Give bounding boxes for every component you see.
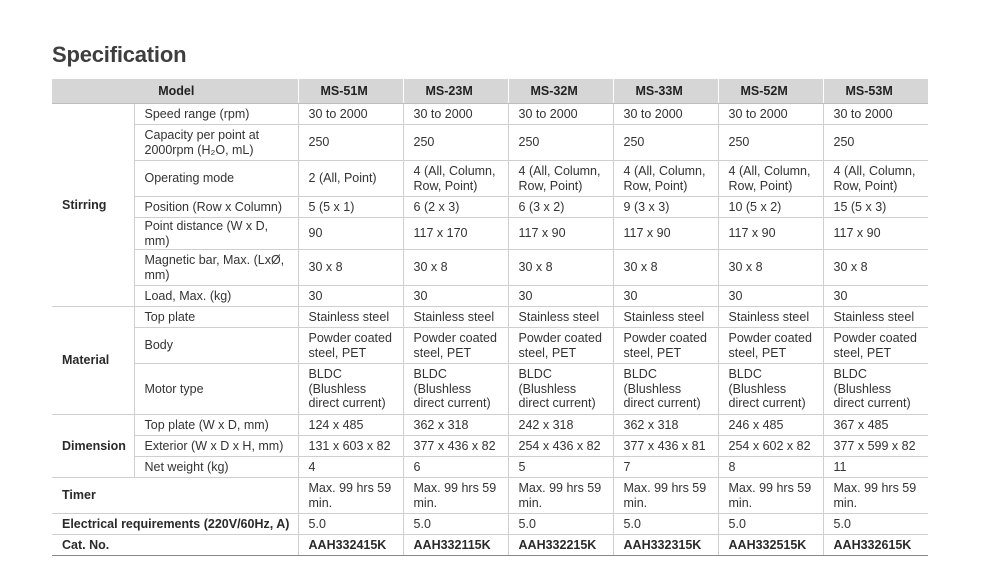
table-cell: 124 x 485 [298, 415, 403, 436]
table-cell: 254 x 436 x 82 [508, 436, 613, 457]
table-cell: 4 (All, Column, Row, Point) [508, 161, 613, 197]
group-material: Material [52, 307, 134, 415]
table-cell: 7 [613, 457, 718, 478]
table-cell: 6 [403, 457, 508, 478]
table-cell: 30 [508, 286, 613, 307]
page-title: Specification [52, 42, 187, 67]
row-label: Operating mode [134, 161, 298, 197]
table-cell: 250 [298, 125, 403, 161]
model-ms-32m: MS-32M [508, 79, 613, 104]
table-cell: 15 (5 x 3) [823, 197, 928, 218]
table-row [52, 104, 928, 125]
table-cell: Stainless steel [508, 307, 613, 328]
table-cell: Powder coated steel, PET [823, 328, 928, 364]
model-header: Model [52, 79, 298, 104]
table-row [52, 457, 928, 478]
table-cell: 5 (5 x 1) [298, 197, 403, 218]
table-cell: 2 (All, Point) [298, 161, 403, 197]
row-label: Top plate (W x D, mm) [134, 415, 298, 436]
table-cell: 30 x 8 [508, 250, 613, 286]
table-cell: 30 x 8 [718, 250, 823, 286]
table-cell: 30 x 8 [403, 250, 508, 286]
model-ms-52m: MS-52M [718, 79, 823, 104]
row-label: Motor type [134, 364, 298, 415]
table-cell: BLDC (Blushless direct current) [298, 364, 403, 415]
table-cell: 242 x 318 [508, 415, 613, 436]
table-row [52, 436, 928, 457]
table-cell: 250 [718, 125, 823, 161]
table-cell: 367 x 485 [823, 415, 928, 436]
table-cell: 5.0 [823, 514, 928, 535]
table-cell: 250 [403, 125, 508, 161]
cat-number: AAH332515K [718, 535, 823, 556]
table-cell: BLDC (Blushless direct current) [613, 364, 718, 415]
table-cell: 250 [508, 125, 613, 161]
table-cell: 11 [823, 457, 928, 478]
table-cell: 30 x 8 [613, 250, 718, 286]
group-cat-no: Cat. No. [52, 535, 298, 556]
table-cell: Max. 99 hrs 59 min. [403, 478, 508, 514]
table-cell: 30 to 2000 [613, 104, 718, 125]
table-cell: Max. 99 hrs 59 min. [508, 478, 613, 514]
cat-number: AAH332615K [823, 535, 928, 556]
table-cell: 30 [823, 286, 928, 307]
table-cell: Max. 99 hrs 59 min. [298, 478, 403, 514]
table-cell: 377 x 436 x 81 [613, 436, 718, 457]
table-cell: Stainless steel [298, 307, 403, 328]
table-cell: Powder coated steel, PET [403, 328, 508, 364]
group-electrical: Electrical requirements (220V/60Hz, A) [52, 514, 298, 535]
table-cell: 5.0 [613, 514, 718, 535]
table-cell: Powder coated steel, PET [508, 328, 613, 364]
row-label: Net weight (kg) [134, 457, 298, 478]
table-cell: 9 (3 x 3) [613, 197, 718, 218]
cat-number: AAH332315K [613, 535, 718, 556]
cat-number: AAH332415K [298, 535, 403, 556]
table-row [52, 535, 928, 556]
row-label: Exterior (W x D x H, mm) [134, 436, 298, 457]
table-cell: Stainless steel [613, 307, 718, 328]
table-cell: 4 (All, Column, Row, Point) [403, 161, 508, 197]
row-label: Position (Row x Column) [134, 197, 298, 218]
table-cell: Powder coated steel, PET [298, 328, 403, 364]
table-cell: 30 [613, 286, 718, 307]
table-cell: 362 x 318 [403, 415, 508, 436]
table-cell: 377 x 436 x 82 [403, 436, 508, 457]
table-cell: 5.0 [298, 514, 403, 535]
table-cell: 4 (All, Column, Row, Point) [613, 161, 718, 197]
table-cell: 117 x 170 [403, 218, 508, 250]
table-cell: 117 x 90 [823, 218, 928, 250]
table-cell: 30 [718, 286, 823, 307]
table-cell: Max. 99 hrs 59 min. [823, 478, 928, 514]
table-cell: Stainless steel [718, 307, 823, 328]
table-row [52, 250, 928, 286]
model-ms-51m: MS-51M [298, 79, 403, 104]
table-cell: Stainless steel [823, 307, 928, 328]
model-ms-33m: MS-33M [613, 79, 718, 104]
table-cell: Max. 99 hrs 59 min. [613, 478, 718, 514]
table-cell: 90 [298, 218, 403, 250]
model-ms-53m: MS-53M [823, 79, 928, 104]
table-cell: 30 [298, 286, 403, 307]
group-timer: Timer [52, 478, 298, 514]
table-cell: 117 x 90 [508, 218, 613, 250]
table-cell: BLDC (Blushless direct current) [718, 364, 823, 415]
table-cell: 4 [298, 457, 403, 478]
table-cell: BLDC (Blushless direct current) [403, 364, 508, 415]
specification-table [52, 79, 928, 556]
table-cell: 8 [718, 457, 823, 478]
table-cell: 10 (5 x 2) [718, 197, 823, 218]
table-row [52, 364, 928, 415]
table-cell: 5.0 [508, 514, 613, 535]
row-label: Magnetic bar, Max. (LxØ, mm) [134, 250, 298, 286]
table-cell: Powder coated steel, PET [718, 328, 823, 364]
table-row [52, 307, 928, 328]
table-cell: 30 x 8 [298, 250, 403, 286]
table-row [52, 161, 928, 197]
table-cell: 30 x 8 [823, 250, 928, 286]
table-cell: 30 to 2000 [298, 104, 403, 125]
table-cell: 6 (2 x 3) [403, 197, 508, 218]
cat-number: AAH332215K [508, 535, 613, 556]
table-cell: Powder coated steel, PET [613, 328, 718, 364]
table-cell: 250 [823, 125, 928, 161]
cat-number: AAH332115K [403, 535, 508, 556]
group-stirring: Stirring [52, 104, 134, 307]
table-cell: 131 x 603 x 82 [298, 436, 403, 457]
table-cell: BLDC (Blushless direct current) [823, 364, 928, 415]
table-cell: 377 x 599 x 82 [823, 436, 928, 457]
table-cell: 246 x 485 [718, 415, 823, 436]
group-dimension: Dimension [52, 415, 134, 478]
row-label: Top plate [134, 307, 298, 328]
table-cell: 4 (All, Column, Row, Point) [823, 161, 928, 197]
model-ms-23m: MS-23M [403, 79, 508, 104]
table-row [52, 478, 928, 514]
table-cell: 254 x 602 x 82 [718, 436, 823, 457]
table-cell: 30 to 2000 [823, 104, 928, 125]
table-cell: 30 to 2000 [508, 104, 613, 125]
row-label: Load, Max. (kg) [134, 286, 298, 307]
table-row [52, 197, 928, 218]
table-row [52, 286, 928, 307]
table-cell: 117 x 90 [613, 218, 718, 250]
row-label: Speed range (rpm) [134, 104, 298, 125]
table-cell: 30 [403, 286, 508, 307]
table-row [52, 218, 928, 250]
table-row [52, 328, 928, 364]
row-label: Body [134, 328, 298, 364]
row-label: Point distance (W x D, mm) [134, 218, 298, 250]
table-cell: Max. 99 hrs 59 min. [718, 478, 823, 514]
table-cell: 5.0 [403, 514, 508, 535]
header-row [52, 79, 928, 104]
table-cell: 117 x 90 [718, 218, 823, 250]
table-cell: 4 (All, Column, Row, Point) [718, 161, 823, 197]
table-cell: 30 to 2000 [403, 104, 508, 125]
table-cell: 250 [613, 125, 718, 161]
table-row [52, 514, 928, 535]
row-label: Capacity per point at 2000rpm (H₂O, mL) [134, 125, 298, 161]
table-cell: 5 [508, 457, 613, 478]
table-cell: 6 (3 x 2) [508, 197, 613, 218]
table-cell: 30 to 2000 [718, 104, 823, 125]
table-cell: 362 x 318 [613, 415, 718, 436]
table-cell: BLDC (Blushless direct current) [508, 364, 613, 415]
table-row [52, 125, 928, 161]
table-cell: Stainless steel [403, 307, 508, 328]
table-row [52, 415, 928, 436]
table-cell: 5.0 [718, 514, 823, 535]
